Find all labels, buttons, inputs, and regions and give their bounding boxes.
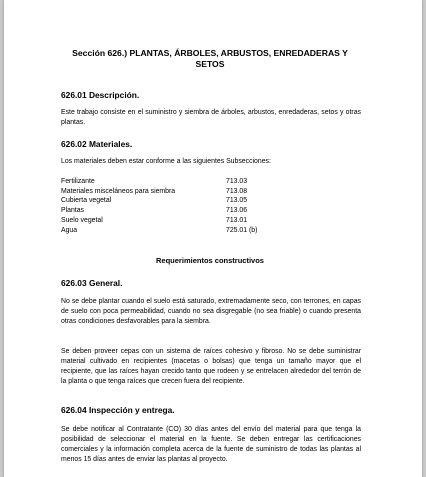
paragraph-descripcion: Este trabajo consiste en el suministro y siembra de árboles, arbustos, enredaderas, setos y otras plantas. bbox=[61, 109, 361, 126]
material-section: 725.01 (b) bbox=[226, 226, 258, 234]
heading-descripcion: 626.01 Descripción. bbox=[61, 90, 140, 100]
heading-materiales: 626.02 Materiales. bbox=[61, 139, 133, 149]
material-section: 713.08 bbox=[226, 187, 248, 195]
paragraph-inspeccion-1: Se debe notificar al Contratante (CO) 30 días antes del envío del material para que tenga la posibilidad de seleccionar el material en la fuente. Se deben entregar las certificaciones comerciales y la información completa acerca de la fuente de suministro de todas las plantas al menos 15 días antes de enviar las plantas al proyecto. bbox=[61, 426, 361, 463]
section-title: Sección 626.) PLANTAS, ÁRBOLES, ARBUSTOS, ENREDADERAS Y SETOS bbox=[72, 48, 348, 69]
material-section: 713.03 bbox=[226, 178, 248, 185]
materials-row bbox=[61, 177, 301, 187]
material-section: 713.06 bbox=[226, 207, 248, 215]
paragraph-materiales-intro: Los materiales deben estar conforme a las siguientes Subsecciones: bbox=[61, 158, 271, 165]
material-name: Agua bbox=[61, 226, 78, 234]
material-name: Cubierta vegetal bbox=[61, 197, 112, 205]
paragraph-general-1: No se debe plantar cuando el suelo está saturado, extremadamente seco, con terrones, en capas de suelo con poca permeabilidad, cuando no sea disgregable (no sea friable) o cuando presenta otras condiciones desfavorables para la siembra. bbox=[61, 298, 361, 325]
document-page bbox=[4, 0, 422, 477]
heading-inspeccion: 626.04 Inspección y entrega. bbox=[61, 405, 175, 415]
materials-row bbox=[61, 226, 301, 236]
heading-general: 626.03 General. bbox=[61, 278, 123, 288]
material-name: Materiales misceláneos para siembra bbox=[61, 187, 176, 195]
material-name: Suelo vegetal bbox=[61, 216, 103, 224]
material-section: 713.05 bbox=[226, 197, 248, 205]
paragraph-general-2: Se deben proveer cepas con un sistema de raíces cohesivo y fibroso. No se debe suministrar material cultivado en recipientes (macetas o bolsas) que tenga un tamaño mayor que el recipiente, que las raíces hayan crecido tanto que rodeen y se entrelacen alrededor del terrón de la planta o que tenga raíces que crecen fuera del recipiente. bbox=[61, 348, 361, 385]
materials-row bbox=[61, 196, 301, 206]
material-name: Plantas bbox=[61, 207, 84, 215]
heading-requerimientos: Requerimientos constructivos bbox=[156, 256, 264, 265]
materials-row bbox=[61, 206, 301, 216]
materials-row bbox=[61, 216, 301, 226]
material-name: Fertilizante bbox=[61, 178, 95, 185]
material-section: 713.01 bbox=[226, 216, 248, 224]
materials-list bbox=[61, 177, 301, 235]
materials-row bbox=[61, 187, 301, 197]
